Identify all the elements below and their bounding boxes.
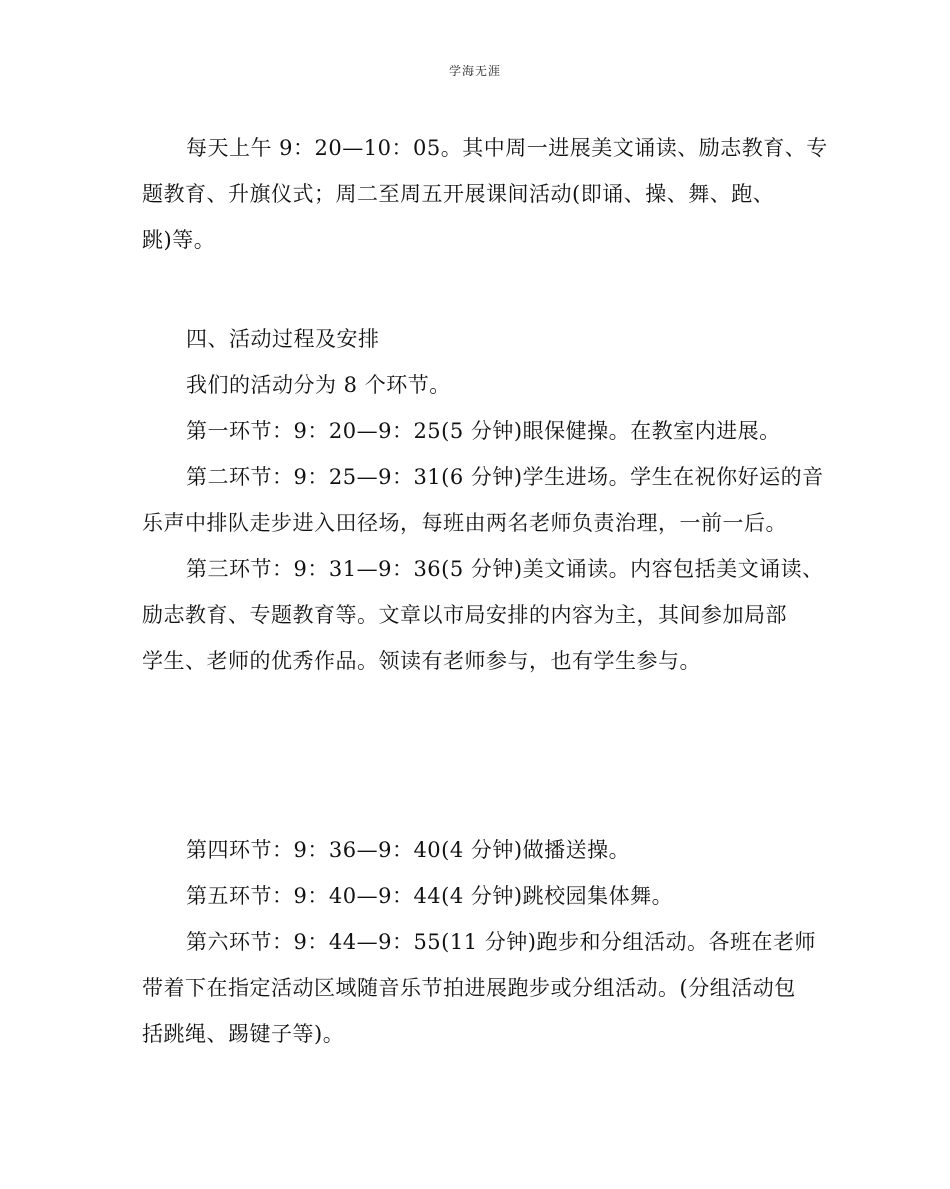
paragraph-line: 第四环节：9：36—9：40(4 分钟)做播送操。 bbox=[186, 838, 631, 862]
paragraph-line: 跳)等。 bbox=[142, 228, 216, 252]
section-heading: 四、活动过程及安排 bbox=[186, 327, 380, 351]
paragraph-line: 带着下在指定活动区域随音乐节拍进展跑步或分组活动。(分组活动包 bbox=[142, 976, 796, 1000]
paragraph-line: 学生、老师的优秀作品。领读有老师参与，也有学生参与。 bbox=[142, 649, 701, 673]
paragraph-line: 第三环节：9：31—9：36(5 分钟)美文诵读。内容包括美文诵读、 bbox=[186, 557, 824, 581]
paragraph-line: 励志教育、专题教育等。文章以市局安排的内容为主，其间参加局部 bbox=[142, 603, 787, 627]
paragraph-line: 我们的活动分为 8 个环节。 bbox=[186, 373, 451, 397]
paragraph-line: 括跳绳、踢键子等)。 bbox=[142, 1022, 345, 1046]
paragraph-line: 第六环节：9：44—9：55(11 分钟)跑步和分组活动。各班在老师 bbox=[186, 930, 816, 954]
paragraph-line: 第一环节：9：20—9：25(5 分钟)眼保健操。在教室内进展。 bbox=[186, 419, 781, 443]
page-header: 学海无涯 bbox=[448, 64, 501, 78]
paragraph-line: 第五环节：9：40—9：44(4 分钟)跳校园集体舞。 bbox=[186, 884, 674, 908]
paragraph-line: 题教育、升旗仪式；周二至周五开展课间活动(即诵、操、舞、跑、 bbox=[142, 182, 775, 206]
paragraph-line: 第二环节：9：25—9：31(6 分钟)学生进场。学生在祝你好运的音 bbox=[186, 465, 824, 489]
paragraph-line: 乐声中排队走步进入田径场，每班由两名老师负责治理，一前一后。 bbox=[142, 511, 787, 535]
paragraph-line: 每天上午 9：20—10：05。其中周一进展美文诵读、励志教育、专 bbox=[186, 136, 828, 160]
